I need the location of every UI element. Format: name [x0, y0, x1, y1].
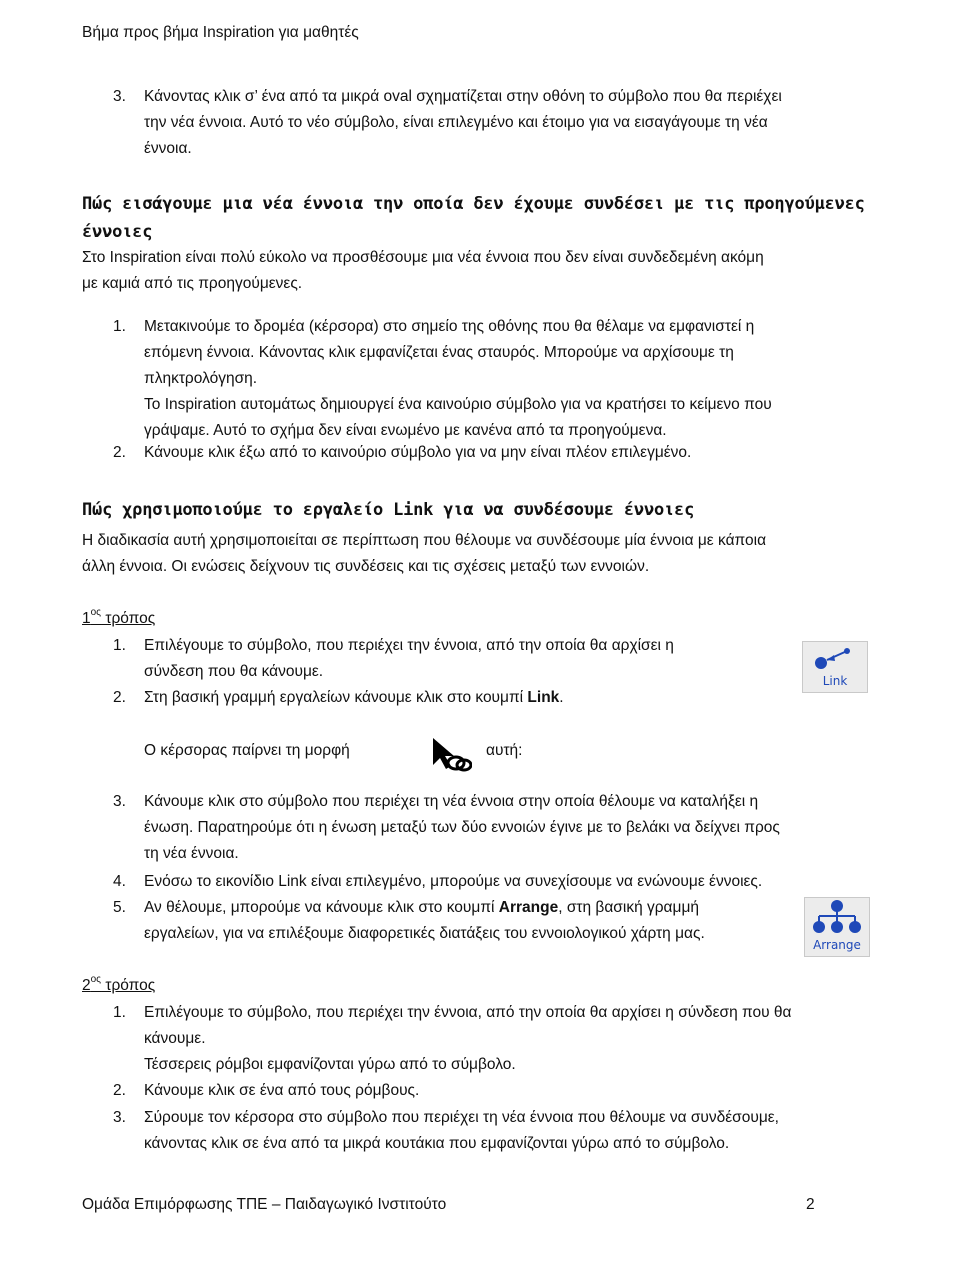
list-item-line: κάνουμε. [144, 1030, 206, 1047]
list-number: 2. [113, 689, 126, 706]
list-number: 2. [113, 1082, 126, 1099]
page-header: Βήμα προς βήμα Inspiration για μαθητές [82, 24, 359, 41]
list-number: 1. [113, 318, 126, 335]
list-item-line: ένωση. Παρατηρούμε ότι η ένωση μεταξύ των δύο εννοιών έγινε με το βελάκι να δείχνει προς [144, 819, 780, 836]
cursor-sentence-end: αυτή: [486, 742, 523, 759]
list-item-line: πληκτρολόγηση. [144, 370, 258, 387]
list-item-line: επόμενη έννοια. Κάνοντας κλικ εμφανίζεται ένας σταυρός. Μπορούμε να αρχίσουμε τη [144, 344, 734, 361]
list-item-line: Σύρουμε τον κέρσορα στο σύμβολο που περιέχει τη νέα έννοια που θέλουμε να συνδέσουμε, [144, 1109, 779, 1126]
list-number: 2. [113, 444, 126, 461]
list-item-line: Κάνοντας κλικ σ’ ένα από τα μικρά oval σχηματίζεται στην οθόνη το σύμβολο που θα περιέχει [144, 88, 782, 105]
link-icon-label: Link [822, 674, 848, 688]
list-item-line: Επιλέγουμε το σύμβολο, που περιέχει την έννοια, από την οποία θα αρχίσει η σύνδεση που θα [144, 1004, 792, 1021]
section-heading: Πώς εισάγουμε μια νέα έννοια την οποία δεν έχουμε συνδέσει με τις προηγούμενες [82, 194, 865, 214]
list-number: 1. [113, 1004, 126, 1021]
section-heading-cont: έννοιες [82, 222, 153, 242]
link-cursor-icon [430, 735, 472, 775]
list-number: 5. [113, 899, 126, 916]
method-1-heading: $1^{o\varsigma}$ τρόπος [82, 606, 156, 627]
list-item-line: σύνδεση που θα κάνουμε. [144, 663, 324, 680]
list-number: 4. [113, 873, 126, 890]
list-item-line: γράψαμε. Αυτό το σχήμα δεν είναι ενωμένο με κανένα από τα προηγούμενα. [144, 422, 667, 439]
paragraph-line: Η διαδικασία αυτή χρησιμοποιείται σε περίπτωση που θέλουμε να συνδέσουμε μία έννοια με κάποια [82, 532, 767, 549]
list-item-line: Στη βασική γραμμή εργαλείων κάνουμε κλικ στο κουμπί Link. [144, 689, 564, 706]
list-number: 3. [113, 793, 126, 810]
section-heading: Πώς χρησιμοποιούμε το εργαλείο Link για να συνδέσουμε έννοιες [82, 500, 695, 520]
arrange-icon-label: Arrange [813, 938, 861, 952]
list-item-line: Ενόσω το εικονίδιο Link είναι επιλεγμένο, μπορούμε να συνεχίσουμε να ενώνουμε έννοιες. [144, 873, 763, 890]
footer-text: Ομάδα Επιμόρφωσης ΤΠΕ – Παιδαγωγικό Ινστιτούτο [82, 1196, 447, 1213]
list-item-line: Κάνουμε κλικ έξω από το καινούριο σύμβολο για να μην είναι πλέον επιλεγμένο. [144, 444, 692, 461]
link-toolbar-button [802, 641, 868, 693]
arrange-icon [805, 898, 869, 936]
list-item-line: Το Inspiration αυτομάτως δημιουργεί ένα καινούριο σύμβολο για να κρατήσει το κείμενο που [144, 396, 772, 413]
list-item-line: Μετακινούμε το δρομέα (κέρσορα) στο σημείο της οθόνης που θα θέλαμε να εμφανιστεί η [144, 318, 755, 335]
link-icon [803, 642, 867, 674]
page-number: 2 [806, 1196, 815, 1213]
paragraph-line: Στο Inspiration είναι πολύ εύκολο να προσθέσουμε μια νέα έννοια που δεν είναι συνδεδεμένη ακόμη [82, 249, 764, 266]
paragraph-line: άλλη έννοια. Οι ενώσεις δείχνουν τις συνδέσεις και τις σχέσεις μεταξύ των εννοιών. [82, 558, 650, 575]
paragraph-line: με καμιά από τις προηγούμενες. [82, 275, 303, 292]
list-number: 3. [113, 88, 126, 105]
list-item-line: εργαλείων, για να επιλέξουμε διαφορετικές διατάξεις του εννοιολογικού χάρτη μας. [144, 925, 705, 942]
list-item-line: Κάνουμε κλικ στο σύμβολο που περιέχει τη νέα έννοια στην οποία θέλουμε να καταλήξει η [144, 793, 759, 810]
list-item-line: κάνοντας κλικ σε ένα από τα μικρά κουτάκια που εμφανίζονται γύρω από το σύμβολο. [144, 1135, 730, 1152]
arrange-toolbar-button [804, 897, 870, 957]
list-item-line: Αν θέλουμε, μπορούμε να κάνουμε κλικ στο κουμπί Arrange, στη βασική γραμμή [144, 899, 700, 916]
list-item-line: Τέσσερεις ρόμβοι εμφανίζονται γύρω από το σύμβολο. [144, 1056, 516, 1073]
list-item-line: Κάνουμε κλικ σε ένα από τους ρόμβους. [144, 1082, 420, 1099]
list-item-line: Επιλέγουμε το σύμβολο, που περιέχει την έννοια, από την οποία θα αρχίσει η [144, 637, 674, 654]
list-item-line: την νέα έννοια. Αυτό το νέο σύμβολο, είναι επιλεγμένο και έτοιμο για να εισαγάγουμε τη νέα [144, 114, 768, 131]
list-number: 3. [113, 1109, 126, 1126]
list-number: 1. [113, 637, 126, 654]
method-2-heading: $2^{o\varsigma}$ τρόπος [82, 973, 156, 994]
list-item-line: έννοια. [144, 140, 192, 157]
cursor-sentence-start: Ο κέρσορας παίρνει τη μορφή [144, 742, 350, 759]
list-item-line: τη νέα έννοια. [144, 845, 239, 862]
